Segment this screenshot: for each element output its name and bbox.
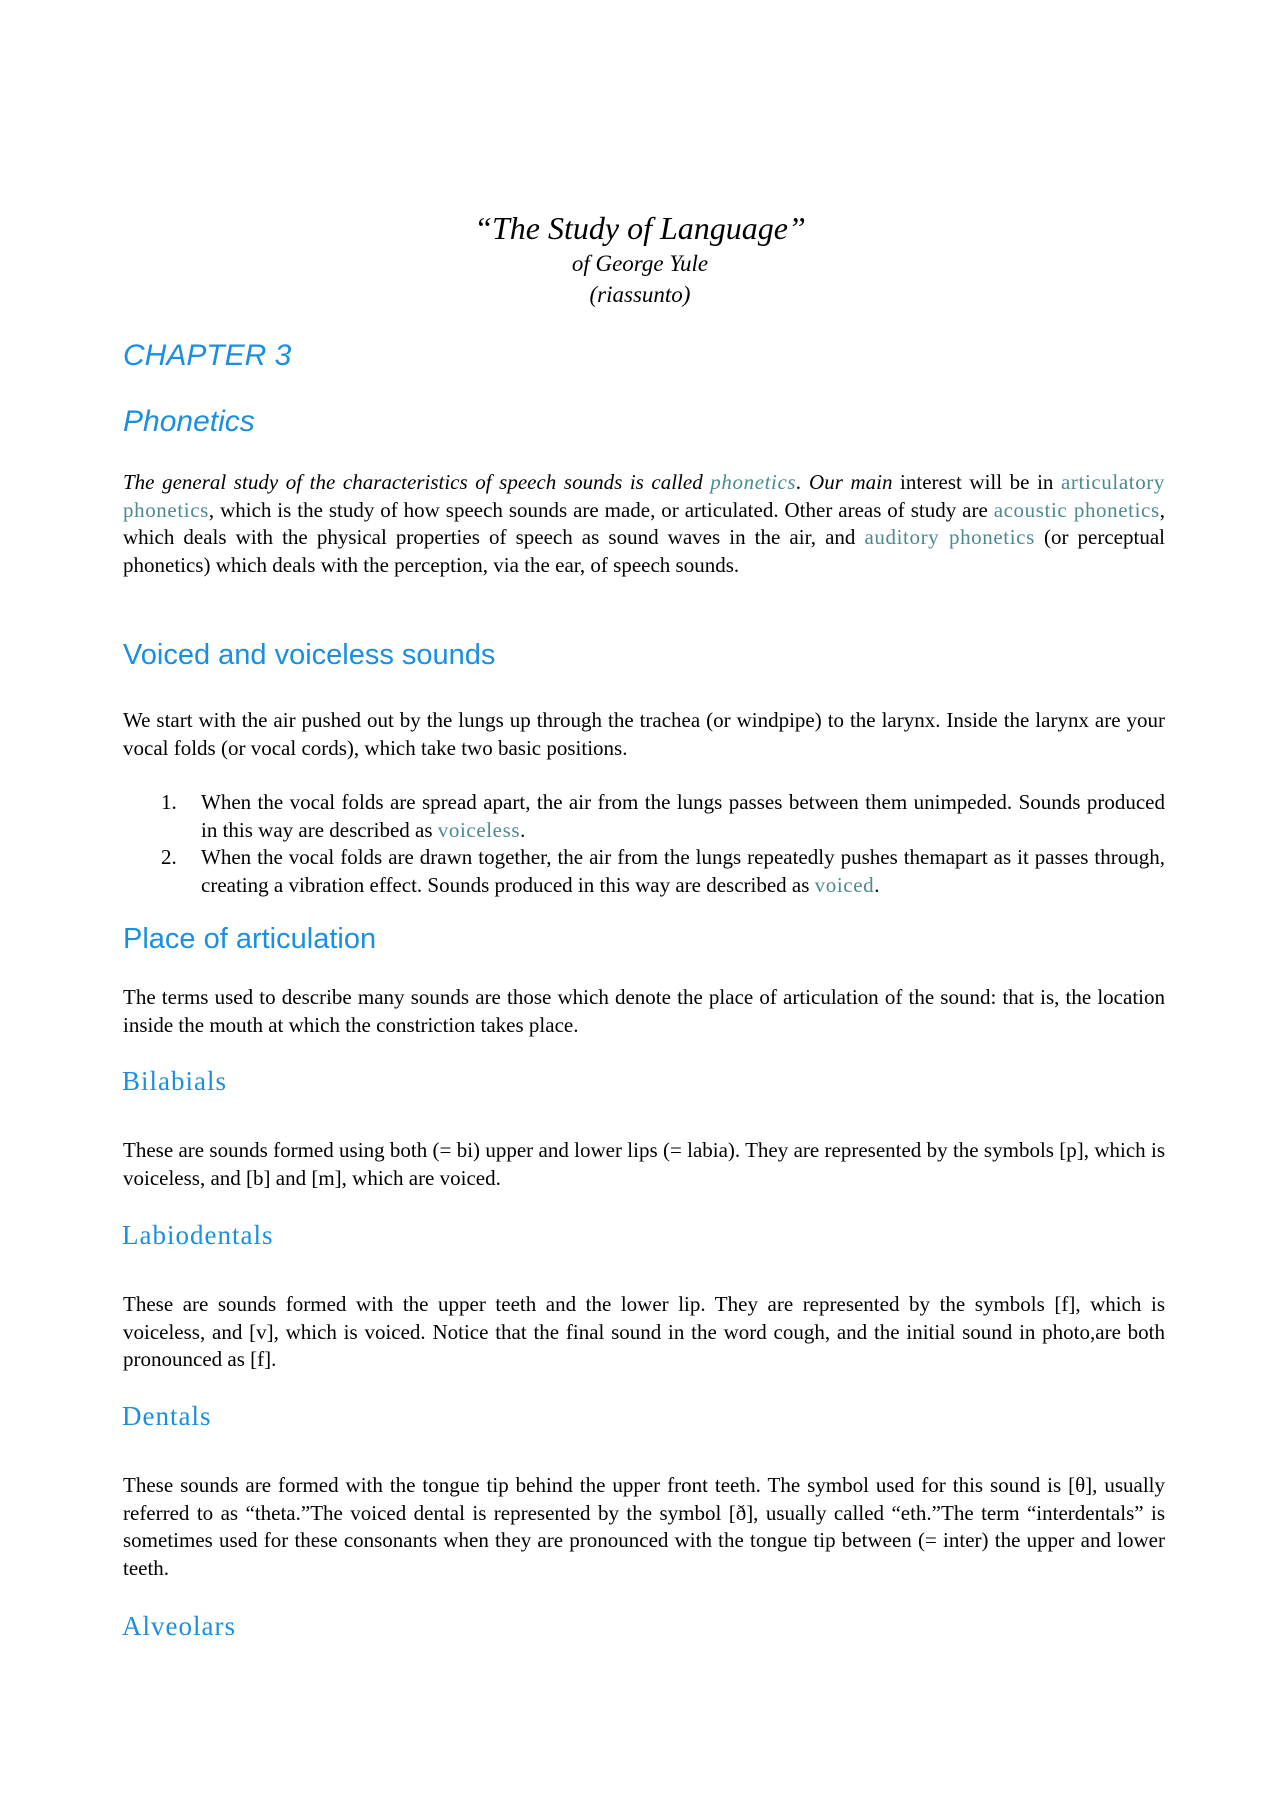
phonetics-our-main: Our main: [809, 470, 893, 494]
list-item: [123, 844, 1165, 899]
phonetics-text-3: , which deals with the physical properties of speech as sound waves in the air, and: [123, 497, 1165, 550]
list-item: [123, 789, 1165, 844]
list-item-text: When the vocal folds are spread apart, the air from the lungs passes between them unimpeded. Sounds produced in this way are described as: [201, 790, 1165, 842]
list-item-number: 2.: [161, 845, 177, 870]
phonetics-paragraph: [123, 469, 1165, 579]
bilabials-heading: Bilabials: [122, 1066, 227, 1096]
dentals-paragraph: These sounds are formed with the tongue tip behind the upper front teeth. The symbol used for this sound is [θ], usually referred to as “theta.”The voiced dental is represented by the symbol [ð], usually called “eth.”The term “interdentals” is sometimes used for these consonants when they are pronounced with the tongue tip between (= inter) the upper and lower teeth.: [123, 1473, 1165, 1580]
labiodentals-paragraph: These are sounds formed with the upper teeth and the lower lip. They are represented by the symbols [f], which is voiceless, and [v], which is voiced. Notice that the final sound in the word cough, and the initial sound in photo,are both pronounced as [f].: [123, 1292, 1165, 1372]
phonetics-text-1: interest will be in: [892, 470, 1061, 494]
alveolars-heading: Alveolars: [122, 1611, 236, 1641]
phonetics-dot: .: [796, 470, 810, 494]
list-item-end: .: [874, 872, 880, 897]
bilabials-paragraph: These are sounds formed using both (= bi) upper and lower lips (= labia). They are represented by the symbols [p], which is voiceless, and [b] and [m], which are voiced.: [123, 1138, 1165, 1190]
dentals-heading: Dentals: [122, 1401, 212, 1431]
term-auditory-phonetics: auditory phonetics: [864, 525, 1035, 550]
phonetics-intro-italic: The general study of the characteristics of speech sounds is called: [123, 470, 711, 494]
phonetics-text-4: (or perceptual phonetics) which deals with the perception, via the ear, of speech sounds.: [123, 525, 1165, 577]
voicing-list: [123, 789, 1165, 899]
book-note: (riassunto): [589, 282, 691, 307]
voiced-heading: Voiced and voiceless sounds: [123, 639, 496, 671]
book-author: of George Yule: [571, 251, 709, 276]
term-voiceless: voiceless: [437, 817, 521, 842]
term-articulatory-phonetics: articulatory phonetics: [123, 470, 1165, 522]
term-voiced: voiced: [814, 872, 875, 897]
chapter-heading: CHAPTER 3: [123, 339, 292, 372]
book-title: “The Study of Language”: [474, 210, 806, 246]
list-item-text: When the vocal folds are drawn together, the air from the lungs repeatedly pushes themapart as it passes through, creating a vibration effect. Sounds produced in this way are described as: [201, 845, 1165, 897]
place-heading: Place of articulation: [123, 923, 377, 955]
place-paragraph: The terms used to describe many sounds are those which denote the place of articulation of the sound: that is, the location inside the mouth at which the constriction takes place.: [123, 985, 1165, 1037]
voiced-paragraph: We start with the air pushed out by the lungs up through the trachea (or windpipe) to the larynx. Inside the larynx are your vocal folds (or vocal cords), which take two basic positions.: [123, 708, 1165, 760]
list-item-end: .: [520, 817, 526, 842]
phonetics-text-2: , which is the study of how speech sounds are made, or articulated. Other areas of study are: [208, 497, 994, 522]
term-acoustic-phonetics: acoustic phonetics: [993, 497, 1160, 522]
phonetics-heading: Phonetics: [123, 405, 255, 438]
list-item-number: 1.: [161, 790, 177, 814]
term-phonetics: phonetics: [710, 470, 797, 494]
labiodentals-heading: Labiodentals: [122, 1220, 274, 1250]
